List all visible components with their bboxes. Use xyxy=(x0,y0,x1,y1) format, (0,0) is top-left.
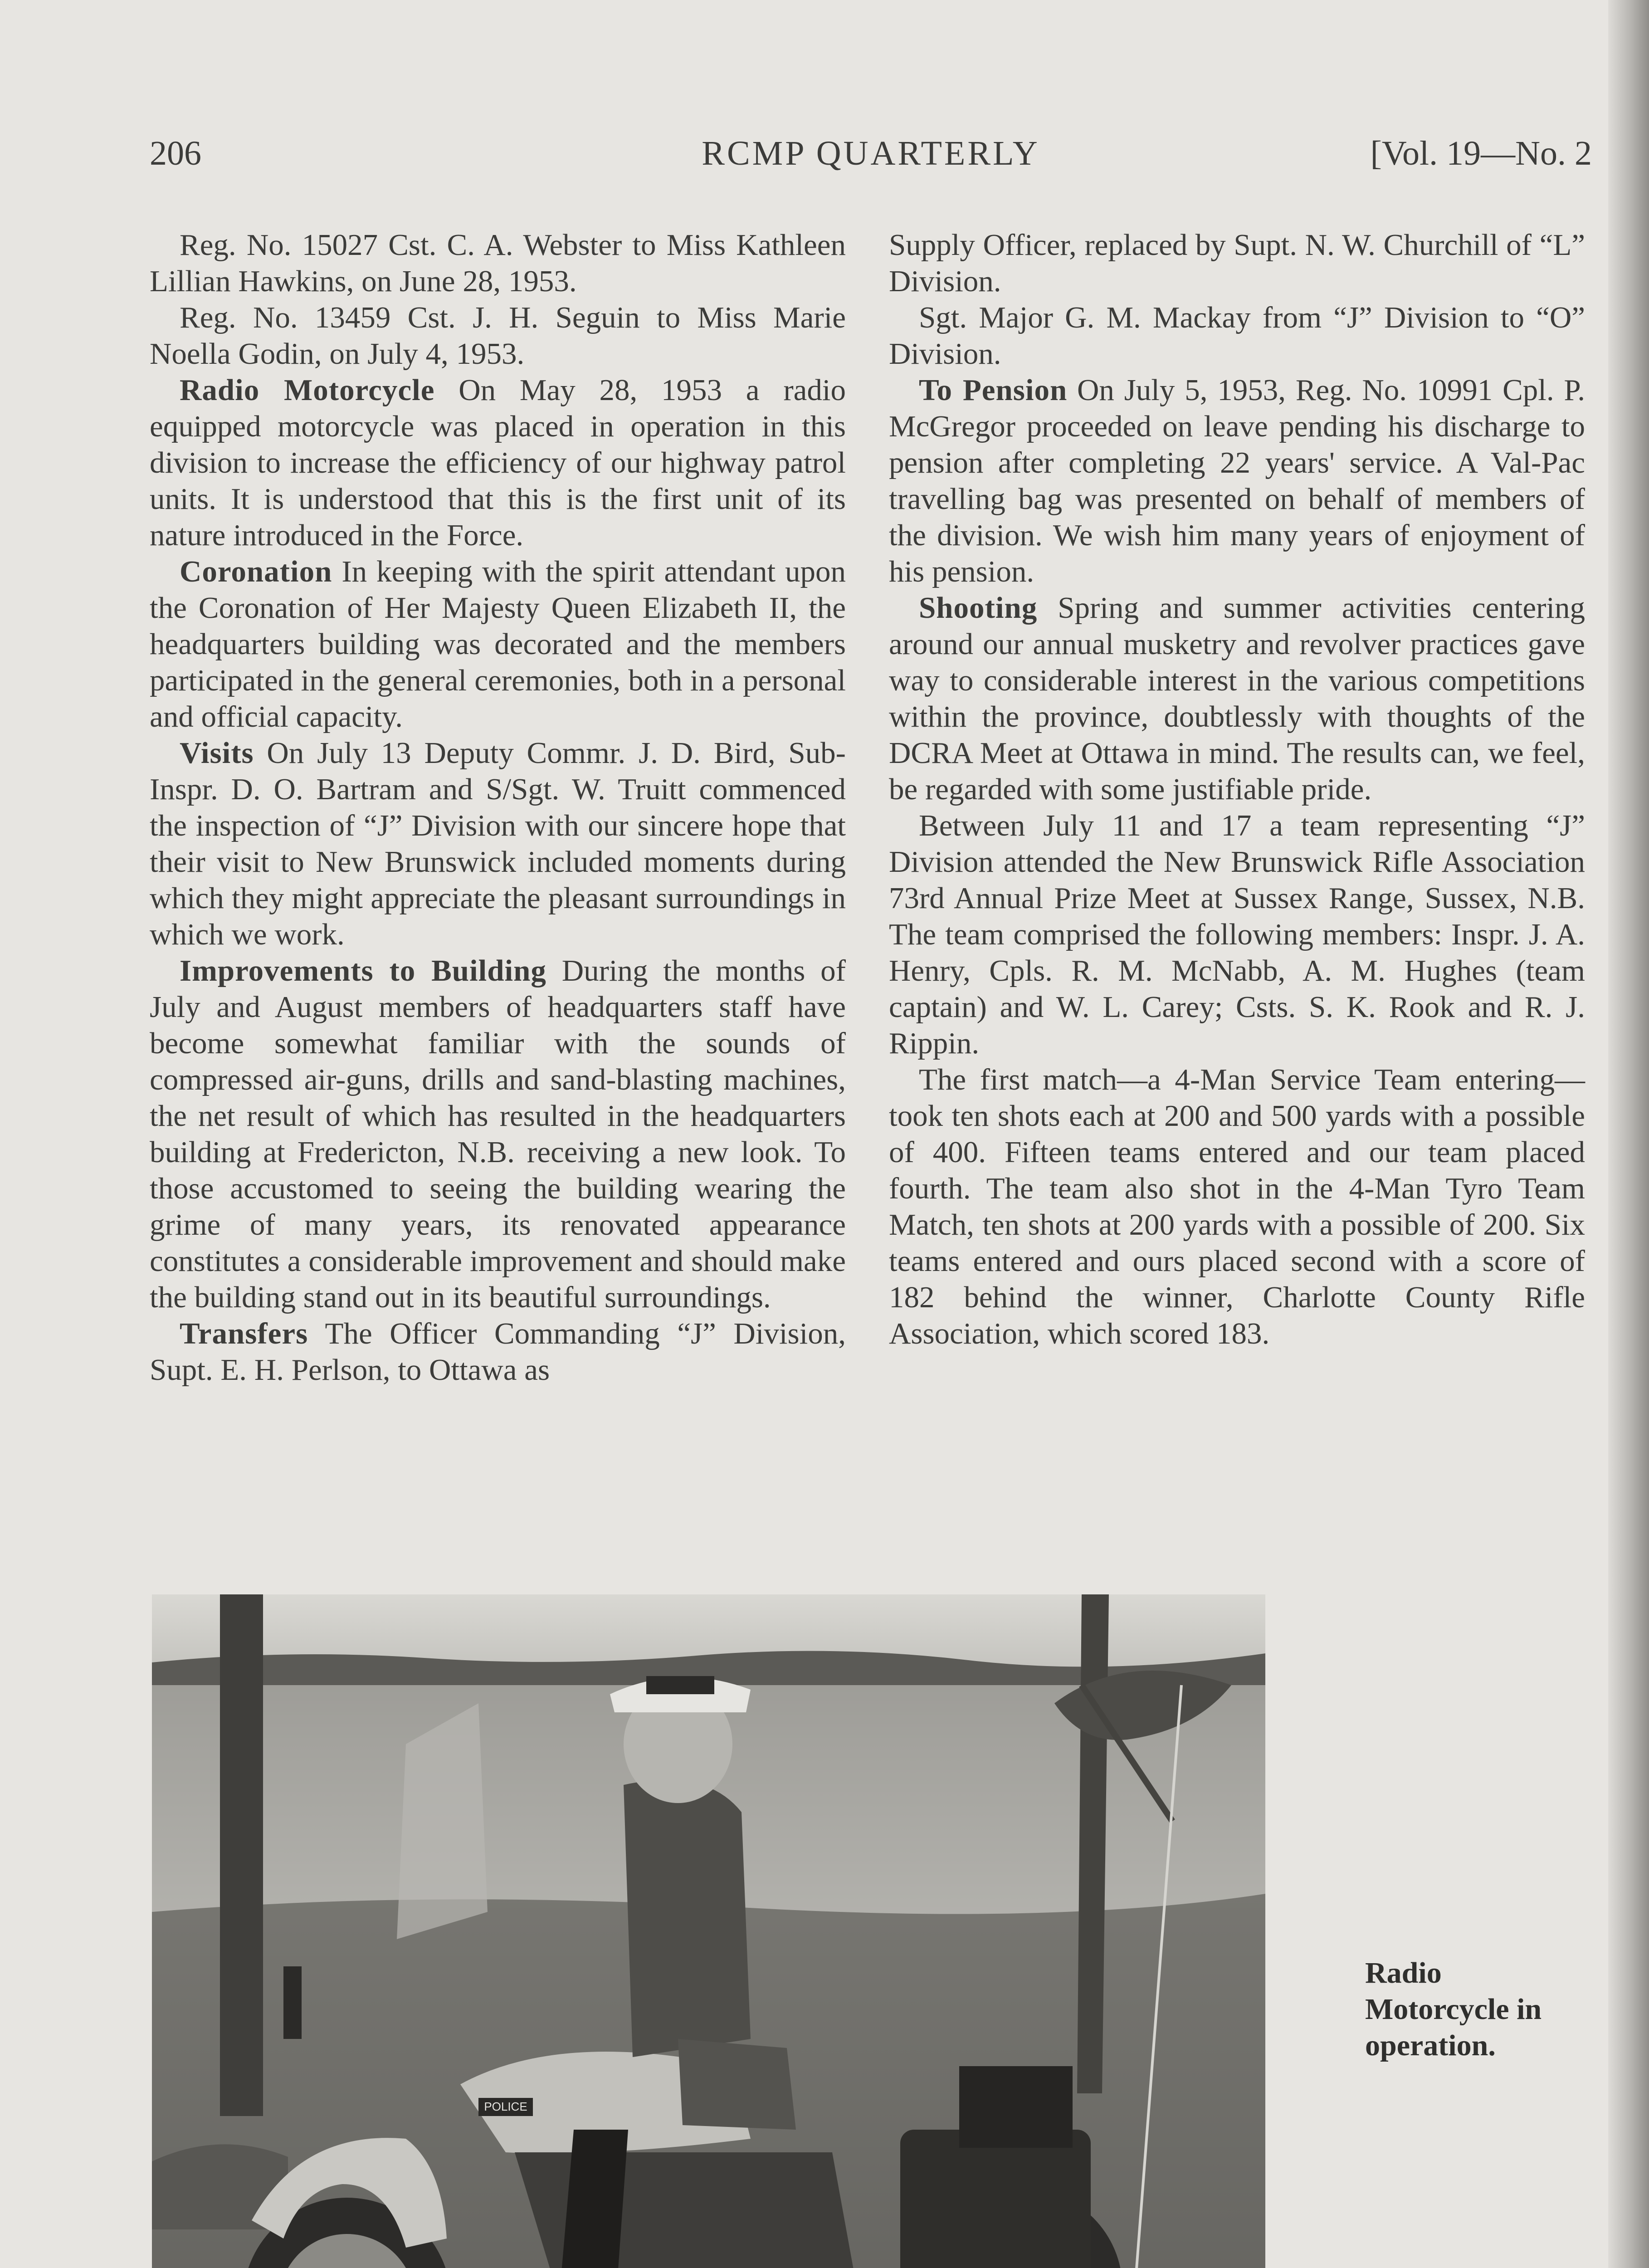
page-edge-shadow xyxy=(1608,0,1649,2268)
journal-title: RCMP QUARTERLY xyxy=(702,134,1040,172)
police-plate-text: POLICE xyxy=(484,2100,527,2113)
running-header xyxy=(150,134,1592,188)
left-column-paragraph xyxy=(150,735,846,953)
paragraph-text: Spring and summer activities centering around our annual musketry and revolver practices gave way to considerable interest in the various competitions within the province, doubtlessly with thoughts of the DCRA Meet at Ottawa in mind. The results can, we feel, be regarded with some justifiable pride. xyxy=(889,591,1585,806)
right-column-paragraph xyxy=(889,1061,1585,1352)
section-lead: Shooting xyxy=(919,591,1038,625)
section-lead: To Pension xyxy=(919,373,1068,407)
left-column-paragraph xyxy=(150,1315,846,1388)
paragraph-text: Supply Officer, replaced by Supt. N. W. Churchill of “L” Division. xyxy=(889,228,1585,298)
paragraph-text: The Officer Commanding “J” Division, Supt. E. H. Perlson, to Ottawa as xyxy=(150,1317,846,1387)
section-lead: Radio Motorcycle xyxy=(180,373,435,407)
paragraph-text: During the months of July and August members of headquarters staff have become somewhat familiar with the sounds of compressed air-guns, drills and sand-blasting machines, the net result of which has resulted in the headquarters building at Fredericton, N.B. receiving a new look. To those accustomed to seeing the building wearing the grime of many years, its renovated appearance constitutes a considerable improvement and should make the building stand out in its beautiful surroundings. xyxy=(150,954,846,1314)
paragraph-text: On July 13 Deputy Commr. J. D. Bird, Sub-Inspr. D. O. Bartram and S/Sgt. W. Truitt commenced the inspection of “J” Division with our sincere hope that their visit to New Brunswick included moments during which they might appreciate the pleasant surroundings in which we work. xyxy=(150,736,846,951)
left-column-paragraph xyxy=(150,299,846,372)
left-column-paragraph xyxy=(150,372,846,553)
section-lead: Improvements to Building xyxy=(180,954,546,987)
left-column xyxy=(150,227,846,1388)
right-column-paragraph xyxy=(889,227,1585,299)
left-column-paragraph xyxy=(150,953,846,1315)
paragraph-text: Reg. No. 15027 Cst. C. A. Webster to Miss Kathleen Lillian Hawkins, on June 28, 1953. xyxy=(150,228,846,298)
section-lead: Coronation xyxy=(180,555,332,588)
left-column-paragraph xyxy=(150,553,846,735)
right-column xyxy=(889,227,1585,1352)
paragraph-text: Reg. No. 13459 Cst. J. H. Seguin to Miss Marie Noella Godin, on July 4, 1953. xyxy=(150,301,846,371)
right-column-paragraph xyxy=(889,372,1585,590)
section-lead: Transfers xyxy=(180,1317,308,1350)
right-column-paragraph xyxy=(889,299,1585,372)
paragraph-text: In keeping with the spirit attendant upon the Coronation of Her Majesty Queen Elizabeth II, the headquarters building was decorated and the members participated in the general ceremonies, both in a personal and official capacity. xyxy=(150,555,846,733)
paragraph-text: The first match—a 4-Man Service Team entering—took ten shots each at 200 and 500 yards with a possible of 400. Fifteen teams entered and our team placed fourth. The team also shot in the 4-Man Tyro Team Match, ten shots at 200 yards with a possible of 200. Six teams entered and ours placed second with a score of 182 behind the winner, Charlotte County Rifle Association, which scored 183. xyxy=(889,1063,1585,1350)
motorcycle-photo xyxy=(152,1594,1265,2268)
paragraph-text: On July 5, 1953, Reg. No. 10991 Cpl. P. McGregor proceeded on leave pending his discharge to pension after completing 22 years' service. A Val-Pac travelling bag was presented on behalf of members of the division. We wish him many years of enjoyment of his pension. xyxy=(889,373,1586,588)
right-column-paragraph xyxy=(889,807,1585,1061)
photo-caption: Radio Motorcycle in operation. xyxy=(1365,1956,1542,2062)
right-column-paragraph xyxy=(889,590,1585,807)
left-column-paragraph xyxy=(150,227,846,299)
paragraph-text: Between July 11 and 17 a team representing “J” Division attended the New Brunswick Rifle Association 73rd Annual Prize Meet at Sussex Range, Sussex, N.B. The team comprised the following members: Inspr. J. A. Henry, Cpls. R. M. McNabb, A. M. Hughes (team captain) and W. L. Carey; Csts. S. K. Rook and R. J. Rippin. xyxy=(889,809,1585,1060)
section-lead: Visits xyxy=(180,736,254,770)
volume-issue: [Vol. 19—No. 2 xyxy=(1370,134,1592,172)
paragraph-text: On May 28, 1953 a radio equipped motorcycle was placed in operation in this division to increase the efficiency of our highway patrol units. It is understood that this is the first unit of its nature introduced in the Force. xyxy=(150,373,846,552)
paragraph-text: Sgt. Major G. M. Mackay from “J” Division to “O” Division. xyxy=(889,301,1585,371)
page-number: 206 xyxy=(150,134,201,172)
